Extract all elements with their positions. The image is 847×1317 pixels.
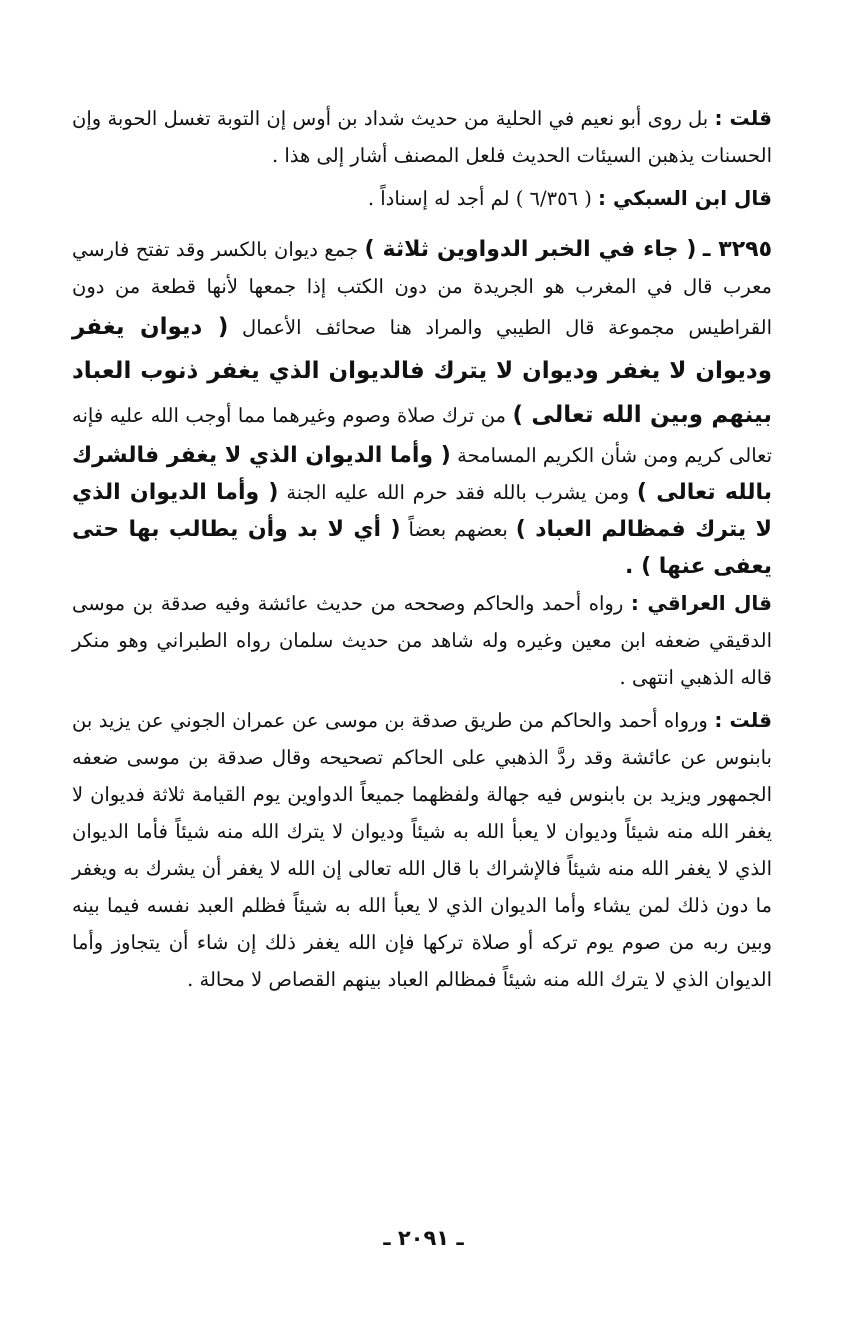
entry-commentary: بعضهم بعضاً [408, 518, 508, 541]
paragraph-text: رواه أحمد والحاكم وصححه من حديث عائشة وفيه صدقة بن موسى الدقيقي ضعفه ابن معين وغيره وله شاهد من حديث سلمان رواه الطبراني وهو منكر قاله الذهبي انتهى . [72, 592, 772, 689]
entry-commentary: من ترك صلاة وصوم وغيرهما مما أوجب الله عليه فإنه تعالى كريم ومن شأن الكريم المسامحة [72, 404, 773, 467]
paragraph-qult-2 [72, 702, 772, 998]
paragraph-iraqi [72, 585, 772, 696]
paragraph-lead: قال العراقي : [630, 591, 773, 615]
paragraph-lead: قلت : [714, 106, 772, 130]
page-body [72, 100, 772, 998]
paragraph-lead: قال ابن السبكي : [598, 186, 772, 210]
hadith-text: ( ديوان يغفر وديوان لا يغفر وديوان لا يترك فالديوان الذي يغفر ذنوب العباد بينهم وبين الله تعالى ) [72, 314, 772, 428]
hadith-text: ( أي لا بد وأن يطالب بها حتى يعفى عنها ) . [72, 517, 772, 579]
paragraph-text: بل روى أبو نعيم في الحلية من حديث شداد بن أوس إن التوبة تغسل الحوبة وإن الحسنات يذهبن السيئات الحديث فلعل المصنف أشار إلى هذا . [72, 107, 772, 167]
paragraph-subki [72, 180, 772, 217]
entry-3295 [72, 231, 772, 585]
entry-number: ٣٢٩٥ ـ [702, 237, 773, 262]
hadith-text: ( وأما الديوان الذي لا يترك فمظالم العباد ) [72, 480, 772, 542]
paragraph-text: ورواه أحمد والحاكم من طريق صدقة بن موسى عن عمران الجوني عن يزيد بن بابنوس عن عائشة وقد ردَّ الذهبي على الحاكم تصحيحه وقال صدقة بن موسى ضعفه الجمهور ويزيد بن بابنوس فيه جهالة ولفظهما جميعاً الدواوين يوم القيامة ثلاثة فديوان لا يغفر الله منه شيئاً وديوان لا يعبأ الله به شيئاً وديوان لا يترك الله منه شيئاً فأما الديوان الذي لا يغفر الله منه شيئاً فالإشراك با قال الله تعالى إن الله لا يغفر أن يشرك به ويغفر ما دون ذلك لمن يشاء وأما الديوان الذي لا يعبأ الله به شيئاً فظلم العبد نفسه فيما بينه وبين ربه من صوم يوم تركه أو صلاة تركها فإن الله يغفر ذلك إن شاء أن يتجاوز وأما الديوان الذي لا يترك الله منه شيئاً فمظالم العباد بينهم القصاص لا محالة . [72, 709, 772, 991]
page-number: ـ ٢٠٩١ ـ [383, 1226, 464, 1250]
entry-title: ( جاء في الخبر الدواوين ثلاثة ) [364, 237, 697, 262]
entry-commentary: ومن يشرب بالله فقد حرم الله عليه الجنة [286, 481, 630, 504]
entry-commentary: جمع ديوان بالكسر وقد تفتح فارسي معرب قال في المغرب هو الجريدة من دون الكتب إذا جمعها لأنها قطعة من دون القراطيس مجموعة قال الطيبي والمراد هنا صحائف الأعمال [72, 238, 772, 339]
paragraph-lead: قلت : [714, 708, 772, 732]
hadith-text: ( وأما الديوان الذي لا يغفر فالشرك بالله تعالى ) [72, 443, 773, 505]
paragraph-text: ( ٦/٣٥٦ ) لم أجد له إسناداً . [367, 187, 592, 210]
paragraph-qult-1 [72, 100, 772, 174]
